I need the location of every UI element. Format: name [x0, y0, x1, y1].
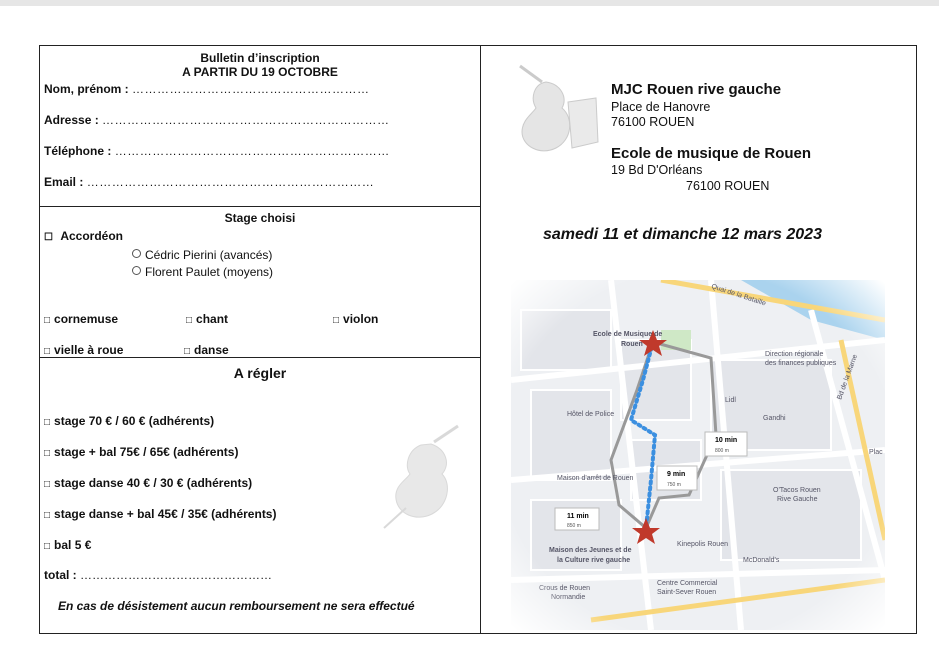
- map-svg: [511, 280, 885, 630]
- regler-title: A régler: [233, 365, 287, 381]
- event-dates: samedi 11 et dimanche 12 mars 2023: [543, 226, 822, 243]
- option-chant[interactable]: □ chant: [186, 312, 229, 326]
- violin-watermark-icon: [376, 424, 466, 534]
- ecole-title: Ecole de musique de Rouen: [611, 145, 812, 162]
- checkbox-icon: □: [44, 479, 51, 490]
- checkbox-icon: □: [44, 510, 51, 521]
- option-vielle[interactable]: □ vielle à roue: [44, 343, 124, 357]
- top-edge: [0, 0, 939, 6]
- checkbox-icon: □: [44, 315, 51, 326]
- map-vignette: [511, 280, 885, 630]
- price-bal[interactable]: □ bal 5 €: [44, 538, 92, 552]
- checkbox-icon: □: [186, 315, 193, 326]
- ecole-line1: 19 Bd D'Orléans: [611, 163, 703, 177]
- address-field[interactable]: Adresse : ……………………………………………………………: [44, 113, 390, 127]
- form-title: Bulletin d’inscription: [200, 51, 320, 65]
- divider-2: [40, 357, 480, 358]
- checkbox-icon: □: [44, 541, 51, 552]
- checkbox-icon: □: [333, 315, 340, 326]
- option-violon[interactable]: □ violon: [333, 312, 379, 326]
- vertical-divider: [480, 46, 481, 633]
- price-stage-danse[interactable]: □ stage danse 40 € / 30 € (adhérents): [44, 476, 253, 490]
- mjc-line1: Place de Hanovre: [611, 100, 711, 114]
- price-stage-danse-bal[interactable]: □ stage danse + bal 45€ / 35€ (adhérents): [44, 507, 277, 521]
- radio-icon: [132, 266, 141, 275]
- price-stage[interactable]: □ stage 70 € / 60 € (adhérents): [44, 414, 215, 428]
- checkbox-icon: □: [44, 346, 51, 357]
- divider-1: [40, 206, 480, 207]
- mjc-line2: 76100 ROUEN: [611, 115, 695, 129]
- name-field[interactable]: Nom, prénom : …………………………………………………: [44, 82, 370, 96]
- checkbox-icon: □: [44, 417, 51, 428]
- checkbox-icon: □: [184, 346, 191, 357]
- checkbox-icon: □: [44, 448, 51, 459]
- checkbox-icon: ☐: [44, 232, 53, 243]
- stage-title: Stage choisi: [224, 211, 296, 225]
- option-danse[interactable]: □ danse: [184, 343, 229, 357]
- accordeon-option[interactable]: ☐ Accordéon: [44, 229, 123, 243]
- teacher-option-paulet[interactable]: Florent Paulet (moyens): [132, 265, 273, 279]
- email-field[interactable]: Email : ……………………………………………………………: [44, 175, 375, 189]
- phone-field[interactable]: Téléphone : …………………………………………………………: [44, 144, 390, 158]
- option-cornemuse[interactable]: □ cornemuse: [44, 312, 119, 326]
- teacher-option-pierini[interactable]: Cédric Pierini (avancés): [132, 248, 272, 262]
- footnote: En cas de désistement aucun remboursement ne sera effectué: [58, 599, 415, 613]
- registration-sheet: [39, 45, 917, 634]
- price-stage-bal[interactable]: □ stage + bal 75€ / 65€ (adhérents): [44, 445, 239, 459]
- form-subtitle: A PARTIR DU 19 OCTOBRE: [182, 65, 338, 79]
- radio-icon: [132, 249, 141, 258]
- violin-logo-icon: [506, 62, 606, 167]
- location-map[interactable]: [511, 280, 885, 630]
- total-field[interactable]: total : …………………………………………: [44, 568, 273, 582]
- ecole-line2: 76100 ROUEN: [686, 179, 770, 193]
- mjc-title: MJC Rouen rive gauche: [611, 81, 782, 98]
